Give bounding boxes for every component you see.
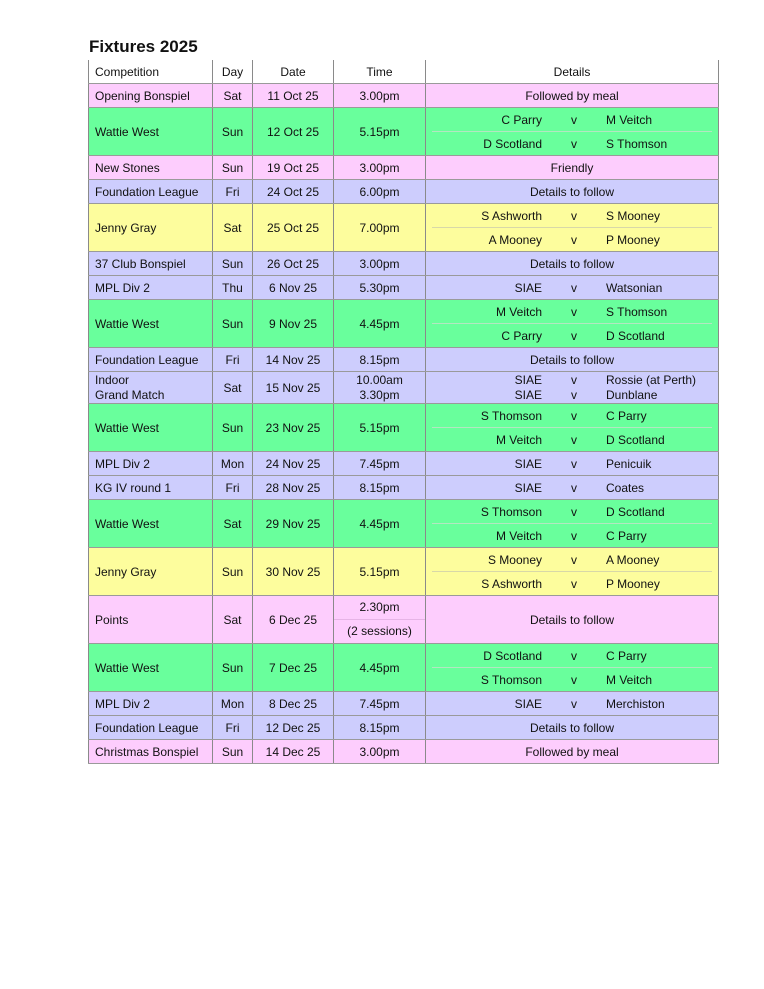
competition-cell: Christmas Bonspiel xyxy=(89,740,213,764)
details-cell xyxy=(426,644,719,692)
versus: v xyxy=(571,208,577,223)
header-row xyxy=(89,60,719,84)
match-line xyxy=(432,373,712,388)
team-b: Merchiston xyxy=(606,696,665,711)
match-line xyxy=(432,108,712,131)
time-line: (2 sessions) xyxy=(334,619,425,643)
table-row xyxy=(89,596,719,644)
day-cell: Fri xyxy=(213,180,253,204)
table-row xyxy=(89,740,719,764)
versus: v xyxy=(571,504,577,519)
day-cell: Fri xyxy=(213,348,253,372)
team-b: D Scotland xyxy=(606,432,665,447)
date-cell: 6 Nov 25 xyxy=(253,276,334,300)
team-b: P Mooney xyxy=(606,576,660,591)
details-cell xyxy=(426,692,719,716)
details-cell: Details to follow xyxy=(426,596,719,644)
versus: v xyxy=(571,388,577,402)
team-a: S Thomson xyxy=(480,672,542,687)
details-cell: Followed by meal xyxy=(426,84,719,108)
day-cell: Fri xyxy=(213,476,253,500)
details-cell: Followed by meal xyxy=(426,740,719,764)
day-cell: Mon xyxy=(213,692,253,716)
details-cell: Details to follow xyxy=(426,348,719,372)
time-cell xyxy=(334,596,426,644)
time-cell: 3.00pm xyxy=(334,252,426,276)
team-b: Dunblane xyxy=(606,388,658,402)
match-line xyxy=(432,131,712,155)
date-cell: 26 Oct 25 xyxy=(253,252,334,276)
match-line xyxy=(432,692,712,715)
details-cell xyxy=(426,548,719,596)
team-b: C Parry xyxy=(606,528,647,543)
day-cell: Mon xyxy=(213,452,253,476)
team-b: M Veitch xyxy=(606,672,653,687)
team-a: D Scotland xyxy=(483,648,542,663)
match-line xyxy=(432,276,712,299)
competition-cell: Foundation League xyxy=(89,180,213,204)
time-cell: 7.45pm xyxy=(334,452,426,476)
date-cell: 30 Nov 25 xyxy=(253,548,334,596)
team-a: M Veitch xyxy=(495,432,542,447)
competition-line: Indoor xyxy=(95,372,130,387)
date-cell: 14 Nov 25 xyxy=(253,348,334,372)
versus: v xyxy=(571,552,577,567)
match-line xyxy=(432,571,712,595)
competition-cell: Wattie West xyxy=(89,300,213,348)
versus: v xyxy=(571,408,577,423)
versus: v xyxy=(571,136,577,151)
details-cell xyxy=(426,476,719,500)
team-b: S Mooney xyxy=(606,208,661,223)
versus: v xyxy=(571,432,577,447)
versus: v xyxy=(571,304,577,319)
match-line xyxy=(432,300,712,323)
team-a: A Mooney xyxy=(488,232,542,247)
time-cell: 6.00pm xyxy=(334,180,426,204)
date-cell: 24 Oct 25 xyxy=(253,180,334,204)
table-row xyxy=(89,372,719,404)
team-a: M Veitch xyxy=(495,528,542,543)
table-row xyxy=(89,276,719,300)
versus: v xyxy=(571,576,577,591)
date-cell: 7 Dec 25 xyxy=(253,644,334,692)
time-cell: 3.00pm xyxy=(334,156,426,180)
date-cell: 12 Dec 25 xyxy=(253,716,334,740)
header-date: Date xyxy=(253,60,334,84)
match-line xyxy=(432,476,712,499)
details-cell: Friendly xyxy=(426,156,719,180)
date-cell: 14 Dec 25 xyxy=(253,740,334,764)
team-b: Penicuik xyxy=(606,456,652,471)
table-row xyxy=(89,156,719,180)
match-line xyxy=(432,323,712,347)
details-cell xyxy=(426,276,719,300)
date-cell: 28 Nov 25 xyxy=(253,476,334,500)
versus: v xyxy=(571,528,577,543)
time-cell: 7.00pm xyxy=(334,204,426,252)
header-time: Time xyxy=(334,60,426,84)
details-cell xyxy=(426,404,719,452)
team-b: Rossie (at Perth) xyxy=(606,373,697,387)
details-cell xyxy=(426,300,719,348)
day-cell: Sun xyxy=(213,252,253,276)
table-row xyxy=(89,204,719,252)
date-cell: 25 Oct 25 xyxy=(253,204,334,252)
competition-cell: Jenny Gray xyxy=(89,548,213,596)
table-row xyxy=(89,252,719,276)
match-line xyxy=(432,644,712,667)
date-cell: 15 Nov 25 xyxy=(253,372,334,404)
versus: v xyxy=(571,328,577,343)
competition-cell: Wattie West xyxy=(89,500,213,548)
time-cell xyxy=(334,372,426,404)
day-cell: Sun xyxy=(213,156,253,180)
team-b: Coates xyxy=(606,480,645,495)
time-cell: 8.15pm xyxy=(334,716,426,740)
day-cell: Sun xyxy=(213,108,253,156)
team-b: P Mooney xyxy=(606,232,660,247)
table-row xyxy=(89,84,719,108)
table-row xyxy=(89,500,719,548)
competition-cell: Opening Bonspiel xyxy=(89,84,213,108)
details-cell: Details to follow xyxy=(426,716,719,740)
details-cell xyxy=(426,452,719,476)
match-line xyxy=(432,204,712,227)
time-cell: 3.00pm xyxy=(334,740,426,764)
competition-cell: Wattie West xyxy=(89,404,213,452)
day-cell: Sat xyxy=(213,204,253,252)
date-cell: 19 Oct 25 xyxy=(253,156,334,180)
page-title: Fixtures 2025 xyxy=(89,37,198,56)
header-day: Day xyxy=(213,60,253,84)
match-line xyxy=(432,500,712,523)
time-cell: 3.00pm xyxy=(334,84,426,108)
header-details: Details xyxy=(426,60,719,84)
team-a: SIAE xyxy=(514,388,542,402)
team-a: SIAE xyxy=(514,373,542,387)
time-cell: 5.15pm xyxy=(334,404,426,452)
match-line xyxy=(432,548,712,571)
date-cell: 12 Oct 25 xyxy=(253,108,334,156)
match-line xyxy=(432,404,712,427)
date-cell: 29 Nov 25 xyxy=(253,500,334,548)
time-cell: 4.45pm xyxy=(334,300,426,348)
competition-cell: 37 Club Bonspiel xyxy=(89,252,213,276)
table-row xyxy=(89,644,719,692)
team-a: S Thomson xyxy=(480,504,542,519)
competition-cell: KG IV round 1 xyxy=(89,476,213,500)
table-row xyxy=(89,348,719,372)
time-cell: 4.45pm xyxy=(334,644,426,692)
competition-cell: MPL Div 2 xyxy=(89,692,213,716)
team-b: A Mooney xyxy=(606,552,660,567)
team-a: D Scotland xyxy=(483,136,542,151)
table-row xyxy=(89,300,719,348)
day-cell: Sat xyxy=(213,500,253,548)
competition-cell: New Stones xyxy=(89,156,213,180)
competition-cell: Points xyxy=(89,596,213,644)
time-line: 10.00am xyxy=(356,372,403,387)
competition-cell xyxy=(89,372,213,404)
match-line xyxy=(432,523,712,547)
header-competition: Competition xyxy=(89,60,213,84)
team-b: C Parry xyxy=(606,648,647,663)
table-row xyxy=(89,180,719,204)
table-row xyxy=(89,548,719,596)
team-b: M Veitch xyxy=(606,112,653,127)
day-cell: Sun xyxy=(213,548,253,596)
date-cell: 24 Nov 25 xyxy=(253,452,334,476)
team-a: SIAE xyxy=(514,480,542,495)
team-a: C Parry xyxy=(501,328,542,343)
time-line: 3.30pm xyxy=(359,387,400,402)
table-row xyxy=(89,452,719,476)
versus: v xyxy=(571,648,577,663)
date-cell: 23 Nov 25 xyxy=(253,404,334,452)
details-cell xyxy=(426,500,719,548)
team-a: S Mooney xyxy=(487,552,542,567)
competition-cell: Wattie West xyxy=(89,108,213,156)
details-cell xyxy=(426,372,719,404)
team-a: S Ashworth xyxy=(481,576,542,591)
day-cell: Thu xyxy=(213,276,253,300)
versus: v xyxy=(571,280,577,295)
competition-line: Grand Match xyxy=(95,387,165,402)
versus: v xyxy=(571,232,577,247)
team-b: D Scotland xyxy=(606,504,665,519)
match-line xyxy=(432,227,712,251)
competition-cell: Jenny Gray xyxy=(89,204,213,252)
date-cell: 11 Oct 25 xyxy=(253,84,334,108)
date-cell: 8 Dec 25 xyxy=(253,692,334,716)
versus: v xyxy=(571,672,577,687)
table-row xyxy=(89,476,719,500)
team-a: SIAE xyxy=(514,280,542,295)
team-b: D Scotland xyxy=(606,328,665,343)
team-b: C Parry xyxy=(606,408,647,423)
team-a: S Ashworth xyxy=(481,208,542,223)
day-cell: Sun xyxy=(213,740,253,764)
time-cell: 5.15pm xyxy=(334,108,426,156)
team-b: S Thomson xyxy=(606,136,668,151)
time-line: 2.30pm xyxy=(359,600,400,614)
time-cell: 8.15pm xyxy=(334,476,426,500)
team-a: C Parry xyxy=(501,112,542,127)
team-a: SIAE xyxy=(514,456,542,471)
details-cell: Details to follow xyxy=(426,180,719,204)
day-cell: Sun xyxy=(213,644,253,692)
date-cell: 6 Dec 25 xyxy=(253,596,334,644)
versus: v xyxy=(571,456,577,471)
match-line xyxy=(432,667,712,691)
competition-cell: MPL Div 2 xyxy=(89,276,213,300)
versus: v xyxy=(571,480,577,495)
table-row xyxy=(89,108,719,156)
details-cell xyxy=(426,108,719,156)
versus: v xyxy=(571,696,577,711)
time-cell: 8.15pm xyxy=(334,348,426,372)
day-cell: Sat xyxy=(213,596,253,644)
day-cell: Sat xyxy=(213,372,253,404)
match-line xyxy=(432,452,712,475)
match-line xyxy=(432,388,712,403)
team-a: M Veitch xyxy=(495,304,542,319)
time-cell: 7.45pm xyxy=(334,692,426,716)
competition-cell: Foundation League xyxy=(89,716,213,740)
day-cell: Fri xyxy=(213,716,253,740)
day-cell: Sun xyxy=(213,300,253,348)
team-b: S Thomson xyxy=(606,304,668,319)
details-cell: Details to follow xyxy=(426,252,719,276)
date-cell: 9 Nov 25 xyxy=(253,300,334,348)
team-b: Watsonian xyxy=(606,280,663,295)
team-a: S Thomson xyxy=(480,408,542,423)
competition-cell: MPL Div 2 xyxy=(89,452,213,476)
table-row xyxy=(89,716,719,740)
details-cell xyxy=(426,204,719,252)
table-row xyxy=(89,404,719,452)
time-cell: 5.15pm xyxy=(334,548,426,596)
day-cell: Sun xyxy=(213,404,253,452)
team-a: SIAE xyxy=(514,696,542,711)
competition-cell: Wattie West xyxy=(89,644,213,692)
match-line xyxy=(432,427,712,451)
table-row xyxy=(89,692,719,716)
versus: v xyxy=(571,373,577,387)
fixtures-table xyxy=(88,60,719,764)
versus: v xyxy=(571,112,577,127)
competition-cell: Foundation League xyxy=(89,348,213,372)
day-cell: Sat xyxy=(213,84,253,108)
time-cell: 5.30pm xyxy=(334,276,426,300)
time-cell: 4.45pm xyxy=(334,500,426,548)
